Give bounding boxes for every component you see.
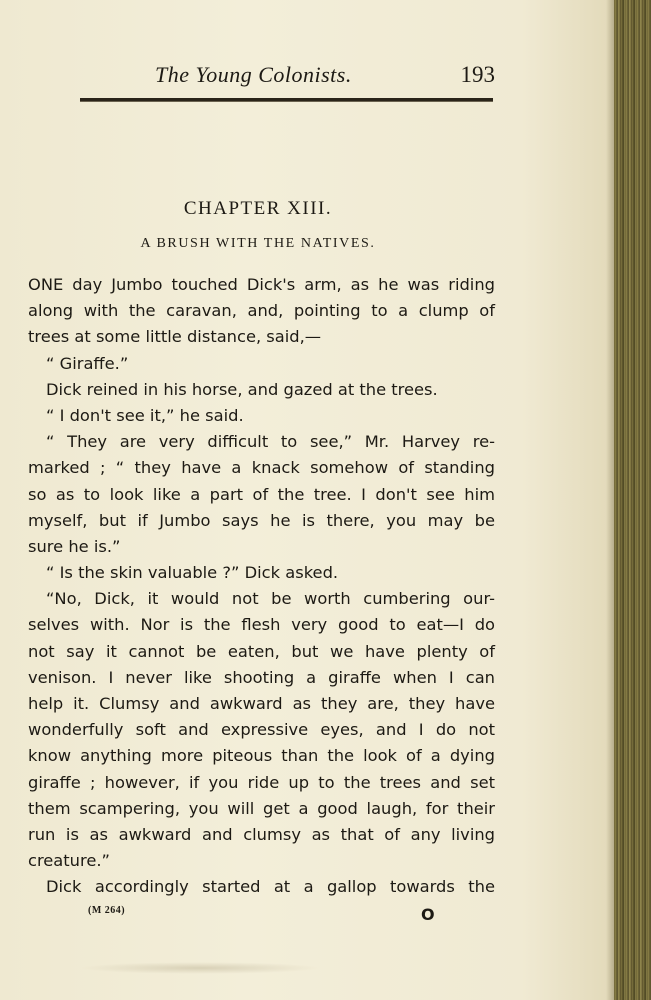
text-line: selves with. Nor is the flesh very good to eat—I do	[28, 615, 495, 635]
text-line: know anything more piteous than the look of a dying	[28, 746, 495, 766]
text-line: creature.”	[28, 851, 110, 871]
chapter-title: CHAPTER XIII.	[183, 198, 333, 219]
text-line: “ I don't see it,” he said.	[46, 405, 244, 425]
book-spine-edge	[614, 0, 651, 1000]
text-line: trees at some little distance, said,—	[28, 327, 322, 347]
text-line: marked ; “ they have a knack somehow of standing	[28, 458, 495, 478]
running-head	[80, 60, 495, 96]
printer-signature: (M 264)	[88, 905, 126, 916]
text-line: giraffe ; however, if you ride up to the trees and set	[28, 772, 495, 792]
text-line: Dick accordingly started at a gallop towards the	[46, 877, 495, 897]
running-title: The Young Colonists.	[155, 62, 352, 87]
signature-letter: O	[421, 905, 435, 924]
header-rule	[80, 98, 493, 102]
text-line: help it. Clumsy and awkward as they are, they have	[28, 694, 495, 713]
text-line: “ Giraffe.”	[46, 353, 129, 373]
text-line: not say it cannot be eaten, but we have plenty of	[28, 641, 495, 661]
text-line: “ Is the skin valuable ?” Dick asked.	[46, 563, 339, 583]
text-line: venison. I never like shooting a giraffe when I can	[28, 667, 495, 687]
page-smudge	[80, 962, 320, 974]
text-line: along with the caravan, and, pointing to a clump of	[28, 301, 495, 321]
text-line: run is as awkward and clumsy as that of any living	[28, 824, 495, 844]
text-line: myself, but if Jumbo says he is there, you may be	[28, 510, 495, 530]
text-line: them scampering, you will get a good laugh, for their	[28, 798, 495, 818]
text-line: “ They are very difficult to see,” Mr. Harvey re-	[46, 432, 495, 452]
text-line: ONE day Jumbo touched Dick's arm, as he was riding	[28, 275, 495, 294]
text-line: “No, Dick, it would not be worth cumbering our-	[46, 589, 495, 609]
page-number: 193	[460, 62, 495, 87]
text-line: Dick reined in his horse, and gazed at the trees.	[46, 379, 438, 399]
text-line: sure he is.”	[28, 536, 121, 556]
body-text	[28, 272, 495, 901]
chapter-subtitle: A BRUSH WITH THE NATIVES.	[140, 236, 376, 251]
text-line: so as to look like a part of the tree. I don't see him	[28, 484, 495, 504]
text-line: wonderfully soft and expressive eyes, and I do not	[28, 720, 495, 740]
